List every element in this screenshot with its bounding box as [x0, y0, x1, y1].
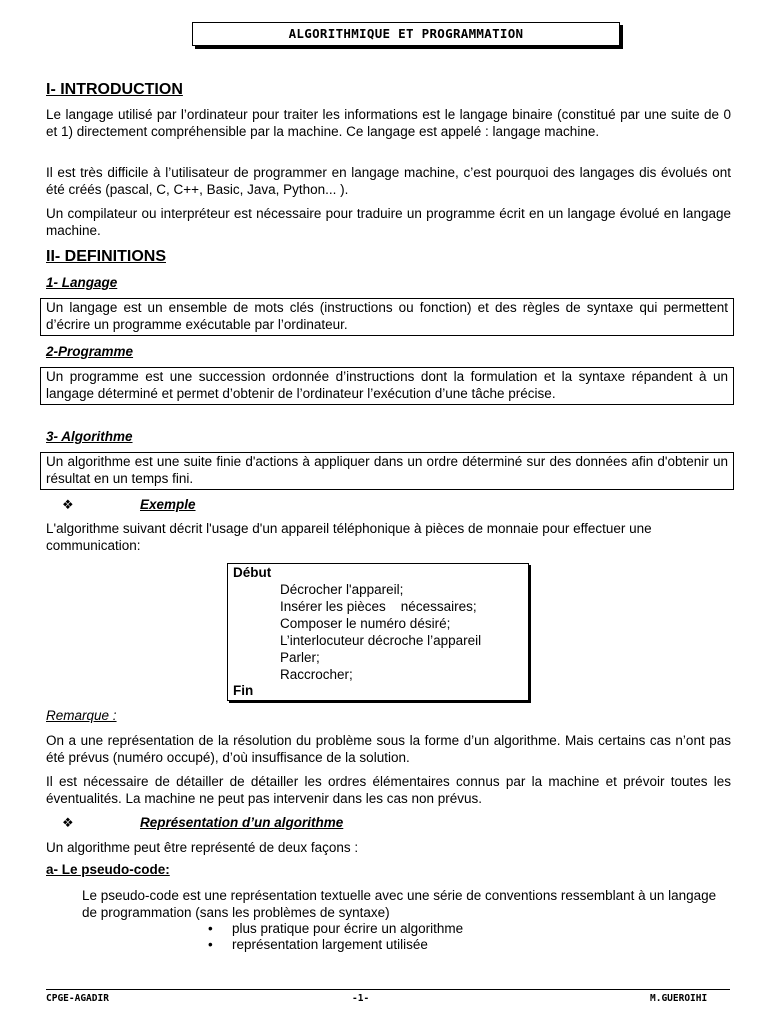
diamond-bullet-icon: ❖ — [62, 815, 74, 830]
footer-divider — [46, 989, 730, 990]
footer-school: CPGE-AGADIR — [46, 993, 109, 1004]
example-title: Exemple — [140, 497, 196, 512]
list-item: • représentation largement utilisée — [208, 937, 463, 953]
algorithm-step: Composer le numéro désiré; — [280, 616, 451, 631]
algorithm-end: Fin — [233, 683, 254, 698]
heading-definitions: II- DEFINITIONS — [46, 248, 166, 265]
remark-paragraph-2: Il est nécessaire de détailler de détailler les ordres élémentaires connus par la machine et prévoir toutes les éventualités. La machine ne peut pas intervenir dans les cas non prévus. — [46, 774, 731, 806]
algorithm-step: L’interlocuteur décroche l’appareil — [280, 633, 482, 648]
algorithm-begin: Début — [233, 565, 272, 580]
intro-paragraph-1: Le langage utilisé par l’ordinateur pour traiter les informations est le langage binaire (constitué par une suite de 0 et 1) directement compréhensible par la machine. Ce langage est appelé : langage machine. — [46, 107, 731, 139]
subheading-algorithme: 3- Algorithme — [46, 429, 133, 444]
algorithm-step: Décrocher l'appareil; — [280, 582, 404, 597]
diamond-bullet-icon: ❖ — [62, 497, 74, 512]
representation-intro: Un algorithme peut être représenté de deux façons : — [46, 840, 359, 855]
intro-paragraph-3: Un compilateur ou interpréteur est nécessaire pour traduire un programme écrit en un langage évolué en langage machine. — [46, 206, 731, 238]
heading-introduction: I- INTRODUCTION — [46, 81, 183, 98]
intro-paragraph-2: Il est très difficile à l’utilisateur de programmer en langage machine, c’est pourquoi des langages dis évolués ont été créés (pascal, C, C++, Basic, Java, Python... ). — [46, 165, 731, 197]
algorithm-step: Raccrocher; — [280, 667, 353, 682]
subheading-langage: 1- Langage — [46, 275, 118, 290]
footer-page-number: -1- — [352, 993, 370, 1004]
algorithm-step: Parler; — [280, 650, 320, 665]
pseudo-code-paragraph: Le pseudo-code est une représentation textuelle avec une série de conventions ressemblant à un langage de programmation (sans les problèmes de syntaxe) — [82, 888, 717, 920]
definition-box-algorithme: Un algorithme est une suite finie d'actions à appliquer dans un ordre déterminé sur des données afin d'obtenir un résultat en un temps fini. — [40, 452, 734, 490]
remark-paragraph-1: On a une représentation de la résolution du problème sous la forme d’un algorithme. Mais certains cas n’ont pas été prévus (numéro occupé), d’où insuffisance de la solution. — [46, 733, 731, 765]
pseudo-code-title: a- Le pseudo-code: — [46, 862, 170, 877]
representation-title: Représentation d’un algorithme — [140, 815, 344, 830]
definition-box-programme: Un programme est une succession ordonnée d’instructions dont la formulation et la syntaxe répandent à un langage déterminé et permet d’obtenir de l’ordinateur l’exécution d’une tâche précise. — [40, 367, 734, 405]
footer-author: M.GUEROIHI — [650, 993, 708, 1004]
algorithm-step: Insérer les pièces nécessaires; — [280, 599, 477, 614]
list-item: • plus pratique pour écrire un algorithme — [208, 921, 463, 937]
definition-box-langage: Un langage est un ensemble de mots clés (instructions ou fonction) et des règles de syntaxe qui permettent d’écrire un programme exécutable par l’ordinateur. — [40, 298, 734, 336]
document-title: ALGORITHMIQUE ET PROGRAMMATION — [192, 22, 620, 46]
subheading-programme: 2-Programme — [46, 344, 134, 359]
example-intro: L'algorithme suivant décrit l'usage d'un appareil téléphonique à pièces de monnaie pour effectuer une communication: — [46, 521, 652, 553]
algorithm-example-box — [227, 563, 529, 701]
remark-title: Remarque : — [46, 708, 117, 723]
pseudo-code-bullet-list — [208, 921, 463, 953]
